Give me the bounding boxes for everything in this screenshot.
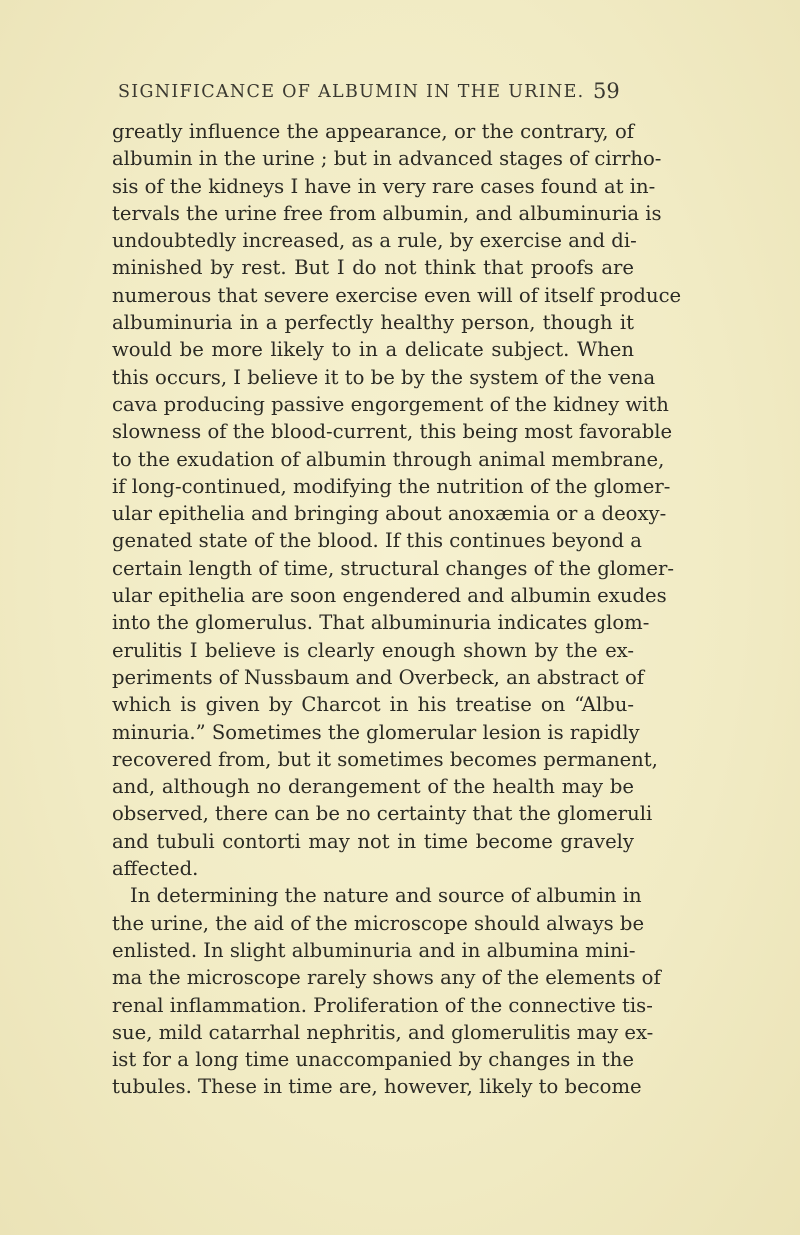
text-line: ular epithelia and bringing about anoxæmia or a deoxy-	[112, 502, 667, 526]
text-line: periments of Nussbaum and Overbeck, an abstract of	[112, 665, 644, 689]
text-line: erulitis I believe is clearly enough shown by the ex-	[112, 638, 634, 662]
text-line: cava producing passive engorgement of the kidney with	[112, 392, 669, 416]
text-line: genated state of the blood. If this continues beyond a	[112, 529, 642, 553]
text-line: minished by rest. But I do not think that proofs are	[112, 256, 634, 280]
page-number: 59	[593, 79, 620, 103]
text-line: and tubuli contorti may not in time become gravely	[112, 829, 634, 853]
body-text	[112, 118, 682, 1101]
text-line: affected.	[112, 857, 199, 881]
text-line: certain length of time, structural changes of the glomer-	[112, 556, 674, 580]
text-line: sue, mild catarrhal nephritis, and glomerulitis may ex-	[112, 1020, 654, 1044]
text-line: enlisted. In slight albuminuria and in albumina mini-	[112, 938, 636, 962]
text-line: slowness of the blood-current, this being most favorable	[112, 420, 673, 444]
running-head	[0, 79, 800, 112]
text-line: albuminuria in a perfectly healthy person, though it	[112, 311, 634, 335]
text-line: ist for a long time unaccompanied by changes in the	[112, 1048, 634, 1072]
text-line: into the glomerulus. That albuminuria indicates glom-	[112, 611, 650, 635]
text-line: renal inflammation. Proliferation of the connective tis-	[112, 993, 653, 1017]
text-line: and, although no derangement of the health may be	[112, 775, 634, 799]
text-line: would be more likely to in a delicate subject. When	[112, 338, 634, 362]
text-line: which is given by Charcot in his treatise on “Albu-	[112, 693, 634, 717]
text-line: tubules. These in time are, however, likely to become	[112, 1075, 642, 1099]
text-line: ma the microscope rarely shows any of the elements of	[112, 966, 661, 990]
text-line: the urine, the aid of the microscope should always be	[112, 911, 645, 935]
text-line: minuria.” Sometimes the glomerular lesion is rapidly	[112, 720, 640, 744]
text-line: ular epithelia are soon engendered and albumin exudes	[112, 584, 667, 608]
text-line: In determining the nature and source of albumin in	[130, 884, 642, 908]
text-line: sis of the kidneys I have in very rare cases found at in-	[112, 174, 656, 198]
text-line: recovered from, but it sometimes becomes permanent,	[112, 747, 658, 771]
text-line: undoubtedly increased, as a rule, by exercise and di-	[112, 229, 637, 253]
running-head-title: SIGNIFICANCE OF ALBUMIN IN THE URINE.	[118, 82, 585, 102]
text-line: this occurs, I believe it to be by the system of the vena	[112, 365, 656, 389]
text-line: albumin in the urine ; but in advanced stages of cirrho-	[112, 147, 662, 171]
text-line: tervals the urine free from albumin, and albuminuria is	[112, 201, 662, 225]
text-line: greatly influence the appearance, or the contrary, of	[112, 120, 634, 143]
text-line: numerous that severe exercise even will of itself produce	[112, 283, 682, 307]
text-line: observed, there can be no certainty that the glomeruli	[112, 802, 653, 826]
text-line: if long-continued, modifying the nutrition of the glomer-	[112, 474, 671, 498]
text-line: to the exudation of albumin through animal membrane,	[112, 447, 665, 471]
